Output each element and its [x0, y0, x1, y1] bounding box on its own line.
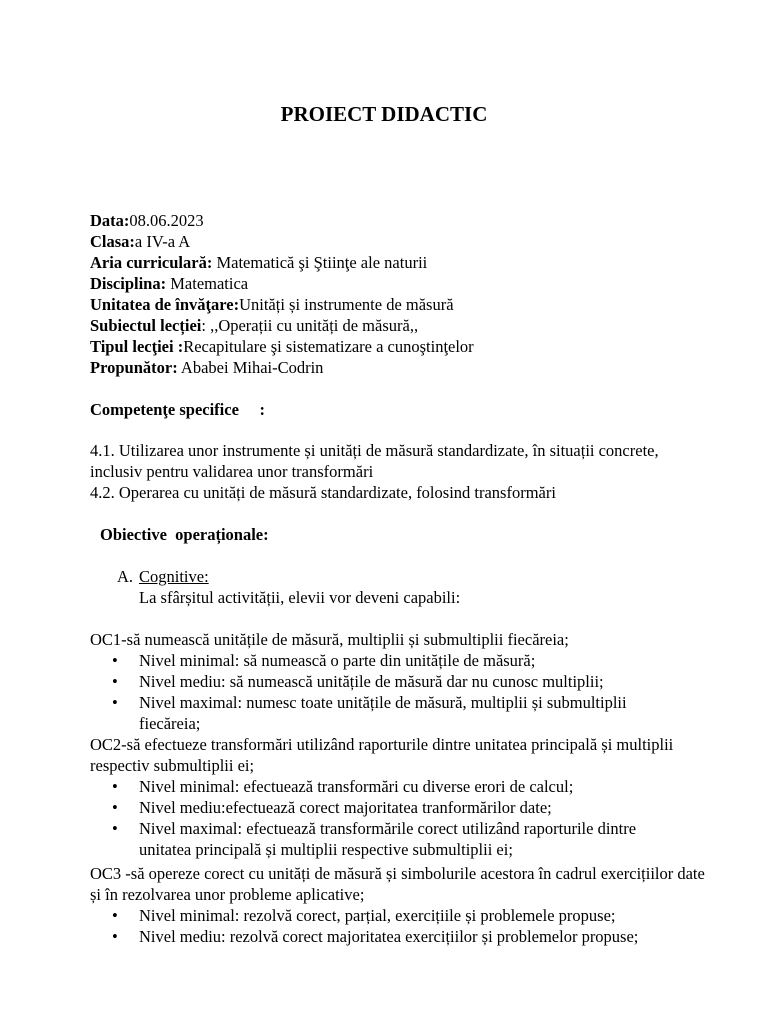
- info-label: Clasa:: [90, 232, 135, 251]
- level-item: • Nivel mediu: rezolvă corect majoritatea exercițiilor și problemelor propuse;: [112, 926, 672, 947]
- cognitive-heading: [117, 566, 209, 587]
- info-value: Recapitulare şi sistematizare a cunoştinţelor: [183, 337, 474, 356]
- document-title: PROIECT DIDACTIC: [280, 102, 488, 126]
- objectives-heading: Obiective operaționale:: [100, 525, 269, 544]
- info-line-date: [90, 210, 474, 231]
- level-item: • Nivel mediu:efectuează corect majoritatea tranformărilor date;: [112, 797, 672, 818]
- info-label: Tipul lecţiei :: [90, 337, 184, 356]
- info-value: Matematica: [166, 274, 249, 293]
- competence-item: 4.1. Utilizarea unor instrumente și unități de măsură standardizate, în situații concrete, inclusiv pentru validarea unor transformări: [90, 441, 659, 481]
- info-line-discipline: [90, 273, 474, 294]
- list-letter: A.: [117, 567, 134, 586]
- info-line-curricular-area: [90, 252, 474, 273]
- info-line-lesson-subject: [90, 315, 474, 336]
- info-value: Unități și instrumente de măsură: [239, 295, 454, 314]
- level-item: • Nivel minimal: rezolvă corect, parțial, exercițiile și problemele propuse;: [112, 905, 672, 926]
- info-value: Matematică şi Ştiinţe ale naturii: [212, 253, 428, 272]
- info-line-learning-unit: [90, 294, 474, 315]
- info-value: 08.06.2023: [129, 211, 204, 230]
- info-value: Ababei Mihai-Codrin: [177, 358, 324, 377]
- info-value: : ,,Operații cu unități de măsură,,: [201, 316, 419, 335]
- level-item: • Nivel minimal: efectuează transformări cu diverse erori de calcul;: [112, 776, 672, 797]
- level-item: • Nivel mediu: să numească unitățile de măsură dar nu cunosc multiplii;: [112, 671, 672, 692]
- info-line-class: [90, 231, 474, 252]
- objective-oc3: OC3 -să opereze corect cu unități de măsură și simbolurile acestora în cadrul exercițiilor date și în rezolvarea unor probleme aplicative;: [90, 864, 705, 904]
- info-line-teacher: [90, 357, 474, 378]
- info-label: Disciplina:: [90, 274, 167, 293]
- oc1-levels: [112, 650, 672, 734]
- level-item: • Nivel maximal: numesc toate unitățile de măsură, multiplii și submultiplii fiecăreia;: [112, 692, 672, 734]
- objective-oc1: OC1-să numească unitățile de măsură, multiplii și submultiplii fiecăreia;: [90, 630, 569, 649]
- lesson-info: [90, 210, 474, 378]
- competence-item: 4.2. Operarea cu unități de măsură standardizate, folosind transformări: [90, 483, 556, 502]
- competences-list: [90, 440, 710, 503]
- info-value: a IV-a A: [134, 232, 191, 251]
- info-label: Aria curriculară:: [90, 253, 213, 272]
- info-label: Data:: [90, 211, 130, 230]
- oc3-levels: [112, 905, 672, 947]
- cognitive-description: La sfârșitul activității, elevii vor deveni capabili:: [139, 588, 461, 607]
- info-label: Subiectul lecției: [90, 316, 202, 335]
- info-line-lesson-type: [90, 336, 474, 357]
- level-item: • Nivel minimal: să numească o parte din unitățile de măsură;: [112, 650, 672, 671]
- info-label: Propunător:: [90, 358, 178, 377]
- oc2-levels: [112, 776, 672, 860]
- cognitive-label: Cognitive:: [139, 567, 209, 586]
- competences-heading: Competenţe specifice :: [90, 400, 266, 419]
- info-label: Unitatea de învăţare:: [90, 295, 240, 314]
- level-item: • Nivel maximal: efectuează transformările corect utilizând raporturile dintre unitatea principală și multiplii respective submultiplii ei;: [112, 818, 672, 860]
- objective-oc2: OC2-să efectueze transformări utilizând raporturile dintre unitatea principală și multiplii respectiv submultiplii ei;: [90, 735, 674, 775]
